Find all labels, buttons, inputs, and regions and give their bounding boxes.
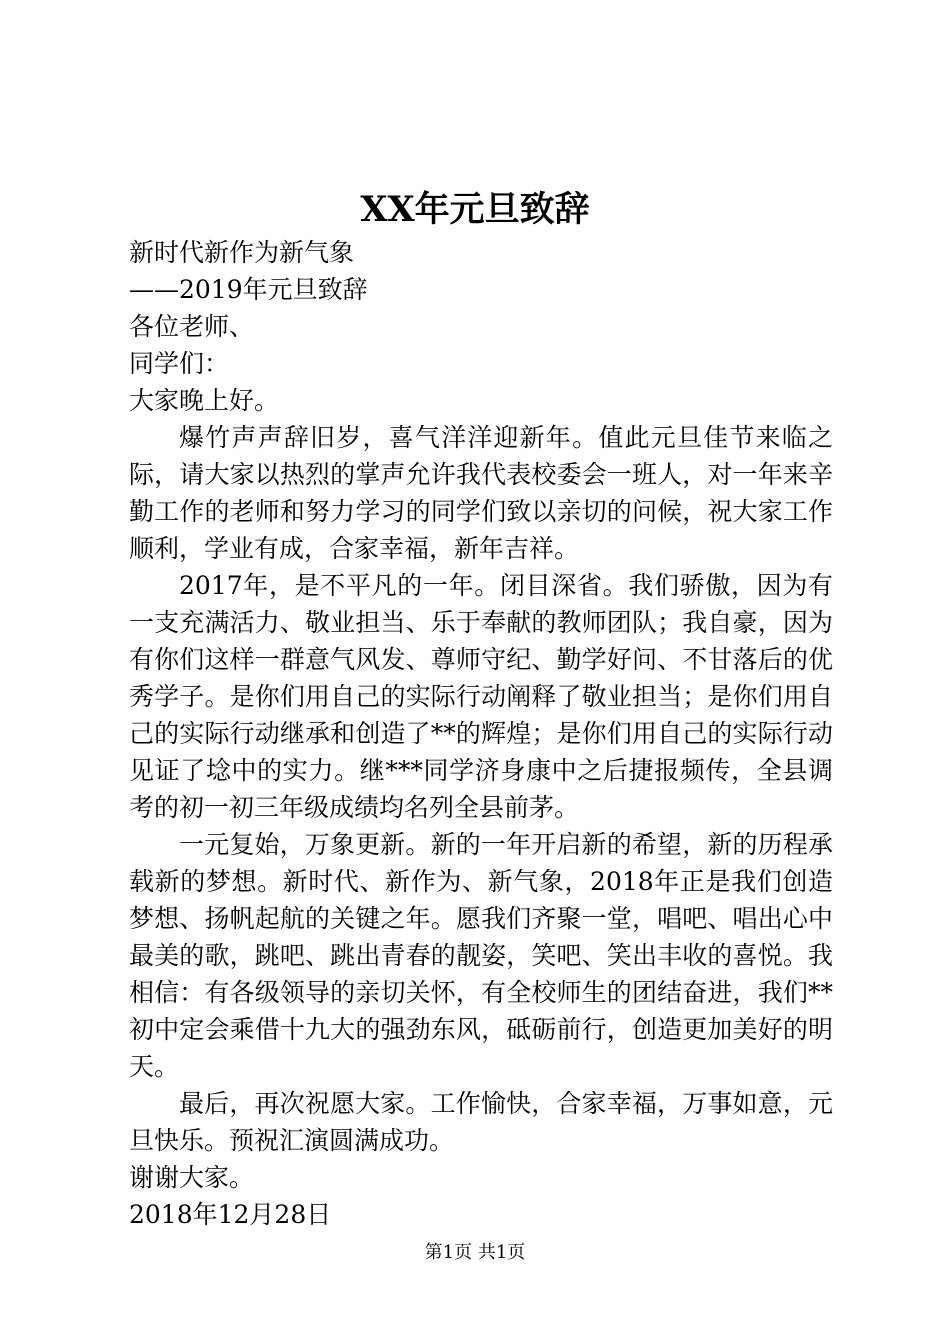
document-body bbox=[129, 234, 833, 1233]
body-paragraph: 爆竹声声辞旧岁，喜气洋洋迎新年。值此元旦佳节来临之际，请大家以热烈的掌声允许我代表校委会一班人，对一年来辛勤工作的老师和努力学习的同学们致以亲切的问候，祝大家工作顺利，学业有成，合家幸福，新年吉祥。 bbox=[129, 423, 833, 563]
salutation-students: 同学们： bbox=[129, 349, 230, 378]
document-date: 2018年12月28日 bbox=[129, 1200, 332, 1229]
body-paragraph: 2017年，是不平凡的一年。闭目深省。我们骄傲，因为有一支充满活力、敬业担当、乐于奉献的教师团队；我自豪，因为有你们这样一群意气风发、尊师守纪、勤学好问、不甘落后的优秀学子。是你们用自己的实际行动阐释了敬业担当；是你们用自己的实际行动继承和创造了**的辉煌；是你们用自己的实际行动见证了埝中的实力。继***同学济身康中之后捷报频传，全县调考的初一初三年级成绩均名列全县前茅。 bbox=[129, 571, 833, 822]
page-number-footer: 第1页 共1页 bbox=[424, 1242, 526, 1263]
greeting: 大家晚上好。 bbox=[129, 386, 280, 415]
document-subtitle-line: ——2019年元旦致辞 bbox=[129, 275, 368, 304]
body-paragraph: 最后，再次祝愿大家。工作愉快，合家幸福，万事如意，元旦快乐。预祝汇演圆满成功。 bbox=[129, 1089, 833, 1155]
document-subtitle: 新时代新作为新气象 bbox=[129, 238, 355, 267]
page-title: XX年元旦致辞 bbox=[360, 189, 590, 230]
salutation-teachers: 各位老师、 bbox=[129, 312, 255, 341]
closing: 谢谢大家。 bbox=[129, 1163, 255, 1192]
body-paragraph: 一元复始，万象更新。新的一年开启新的希望，新的历程承载新的梦想。新时代、新作为、新气象，2018年正是我们创造梦想、扬帆起航的关键之年。愿我们齐聚一堂，唱吧、唱出心中最美的歌，跳吧、跳出青春的靓姿，笑吧、笑出丰收的喜悦。我相信：有各级领导的亲切关怀，有全校师生的团结奋进，我们**初中定会乘借十九大的强劲东风，砥砺前行，创造更加美好的明天。 bbox=[129, 830, 833, 1081]
